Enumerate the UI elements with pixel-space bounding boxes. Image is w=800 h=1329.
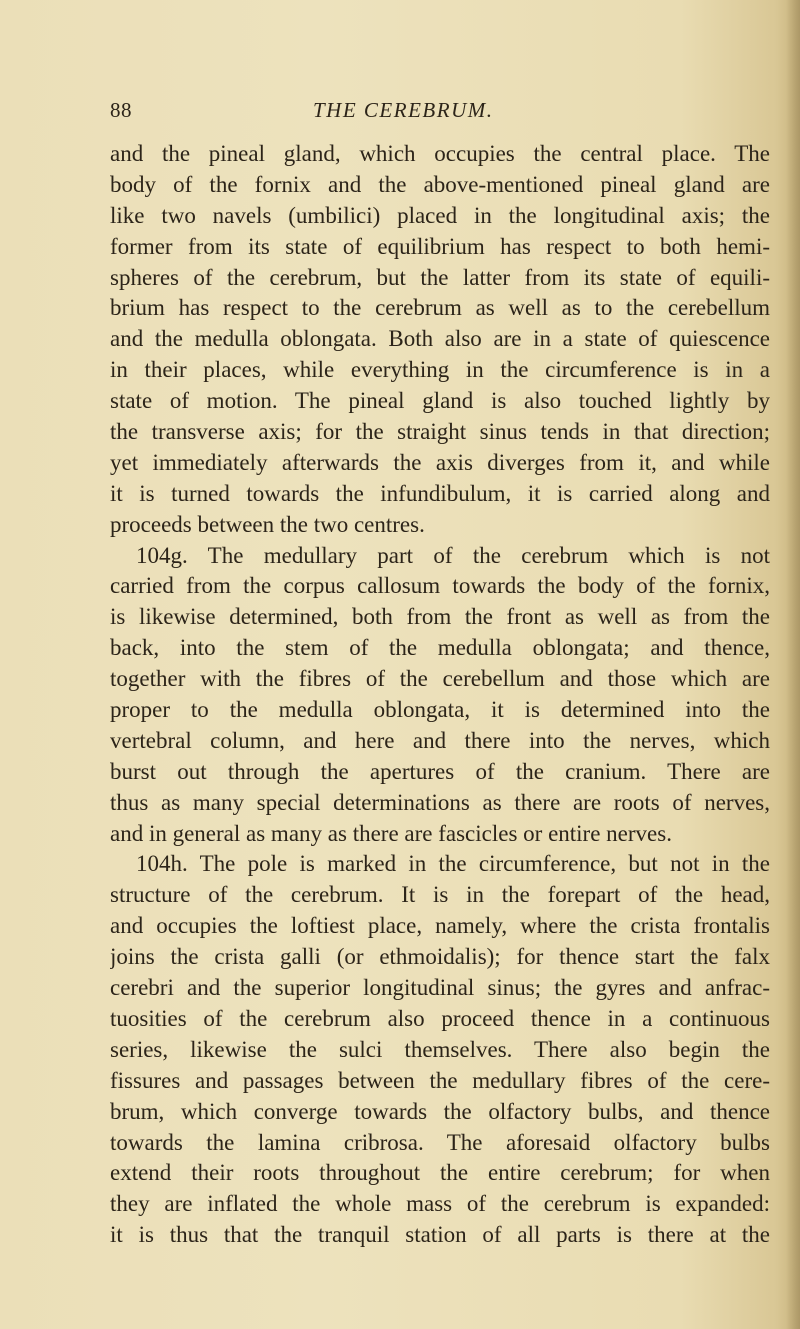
text-line: state of motion. The pineal gland is also touched lightly by (110, 388, 770, 414)
text-line: yet immediately afterwards the axis diverges from it, and while (110, 449, 770, 475)
text-line: body of the fornix and the above-mentioned pineal gland are (110, 171, 770, 197)
text-line: it is thus that the tranquil station of all parts is there at the (110, 1222, 770, 1248)
text-line: it is turned towards the infundibulum, it is carried along and (110, 480, 770, 506)
text-line: and the pineal gland, which occupies the central place. The (110, 141, 770, 166)
text-line: extend their roots throughout the entire cerebrum; for when (110, 1160, 770, 1186)
paragraph-start-line: 104h. The pole is marked in the circumference, but not in the (136, 851, 770, 877)
text-line: vertebral column, and here and there into the nerves, which (110, 727, 770, 753)
text-line: proper to the medulla oblongata, it is determined into the (110, 697, 770, 723)
text-line: brum, which converge towards the olfactory bulbs, and thence (110, 1098, 770, 1124)
text-line: series, likewise the sulci themselves. There also begin the (110, 1036, 770, 1062)
paragraph-end-line: and in general as many as there are fascicles or entire nerves. (110, 820, 672, 846)
text-line: burst out through the apertures of the cranium. There are (110, 758, 770, 784)
text-line: they are inflated the whole mass of the cerebrum is expanded: (110, 1191, 770, 1217)
text-line: fissures and passages between the medullary fibres of the cere- (110, 1067, 770, 1093)
text-line: spheres of the cerebrum, but the latter from its state of equili- (110, 264, 770, 290)
running-title: THE CEREBRUM. (313, 98, 494, 122)
page-header (110, 98, 770, 138)
paragraph-start-line: 104g. The medullary part of the cerebrum which is not (136, 542, 770, 568)
text-line: is likewise determined, both from the front as well as from the (110, 604, 770, 630)
page-edge-shadow (786, 0, 800, 1329)
text-line: structure of the cerebrum. It is in the forepart of the head, (110, 882, 770, 908)
text-line: together with the fibres of the cerebellum and those which are (110, 666, 770, 692)
text-line: cerebri and the superior longitudinal sinus; the gyres and anfrac- (110, 975, 770, 1001)
text-line: carried from the corpus callosum towards the body of the fornix, (110, 573, 770, 599)
text-line: thus as many special determinations as there are roots of nerves, (110, 789, 770, 815)
text-line: like two navels (umbilici) placed in the longitudinal axis; the (110, 202, 770, 228)
text-line: and the medulla oblongata. Both also are in a state of quiescence (110, 326, 770, 352)
text-line: brium has respect to the cerebrum as well as to the cerebellum (110, 295, 770, 321)
text-line: and occupies the loftiest place, namely, where the crista frontalis (110, 913, 770, 939)
text-line: former from its state of equilibrium has respect to both hemi- (110, 233, 770, 259)
text-line: the transverse axis; for the straight sinus tends in that direction; (110, 419, 770, 445)
paragraph-end-line: proceeds between the two centres. (110, 511, 425, 537)
text-line: tuosities of the cerebrum also proceed thence in a continuous (110, 1005, 770, 1031)
page-number: 88 (110, 98, 132, 122)
text-line: towards the lamina cribrosa. The aforesaid olfactory bulbs (110, 1129, 770, 1155)
text-line: joins the crista galli (or ethmoidalis); for thence start the falx (110, 944, 770, 970)
text-line: in their places, while everything in the circumference is in a (110, 357, 770, 383)
body-text (110, 139, 770, 1251)
text-line: back, into the stem of the medulla oblongata; and thence, (110, 635, 770, 661)
